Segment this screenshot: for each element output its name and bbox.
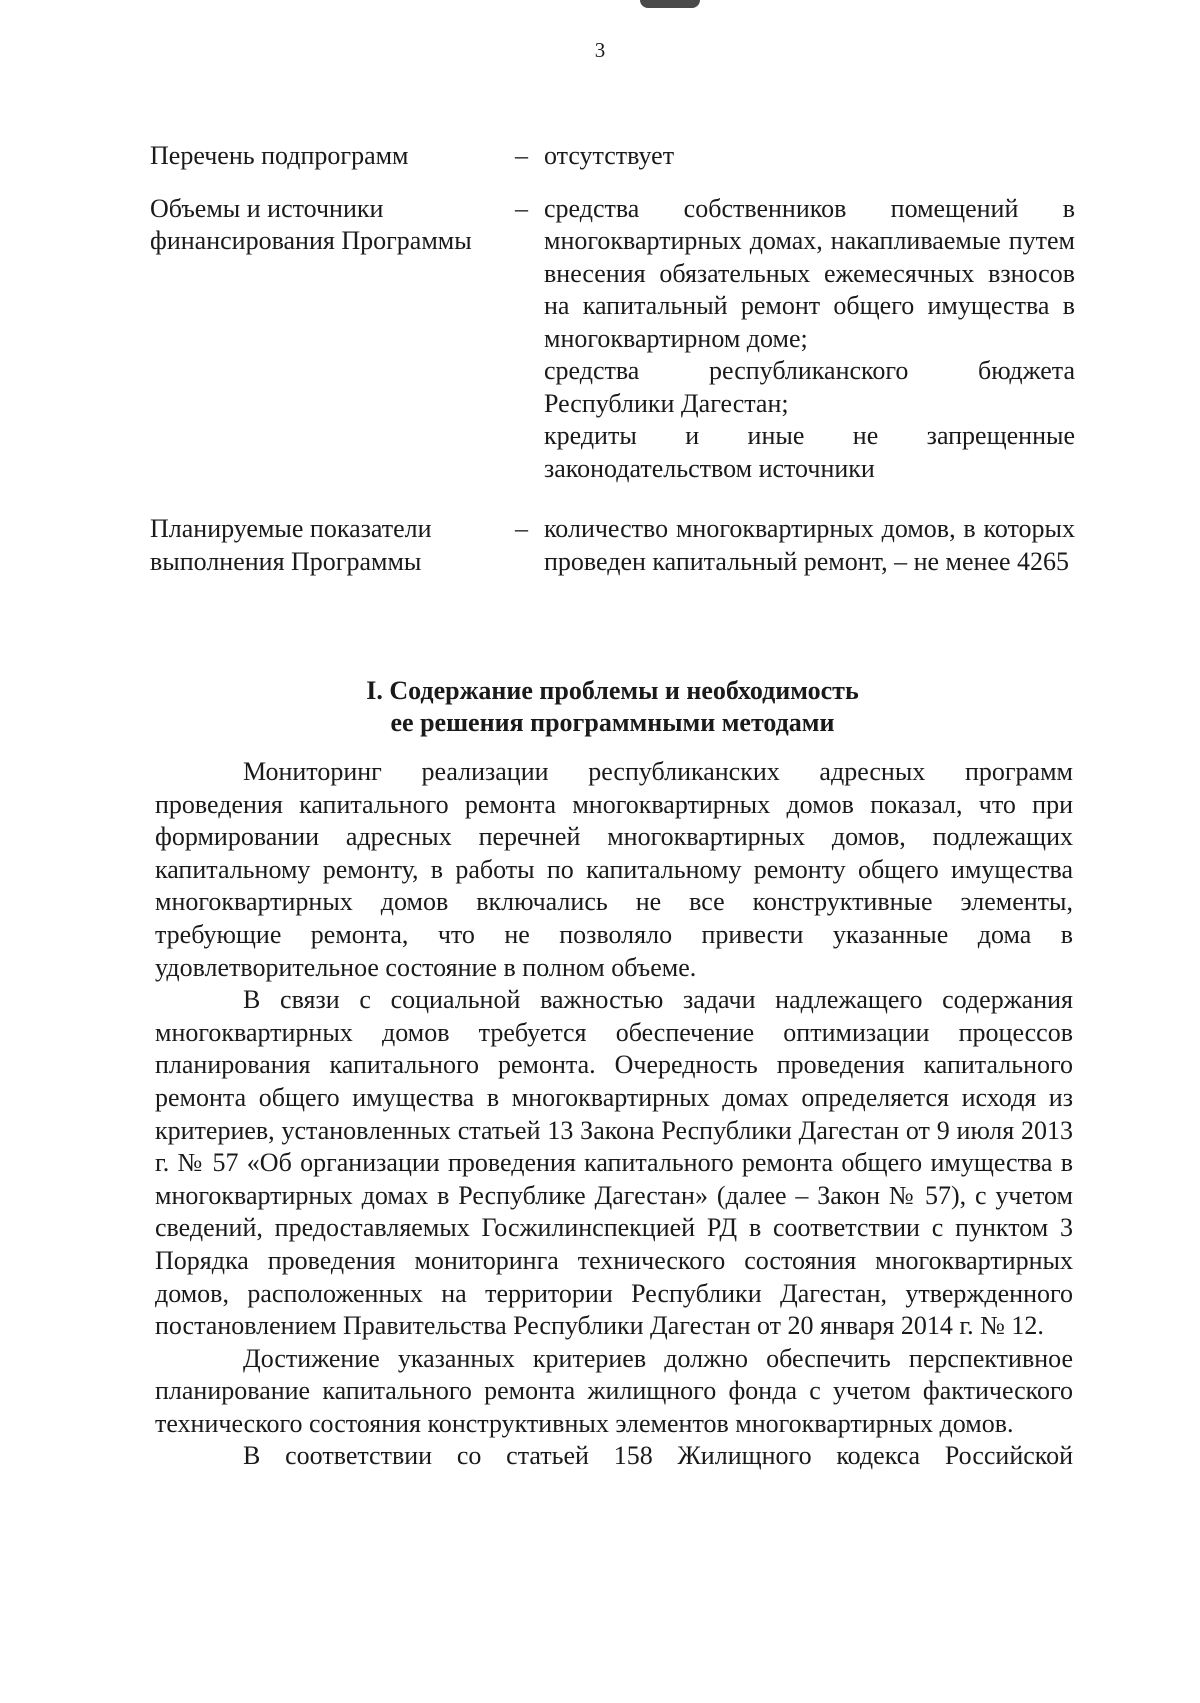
section-body <box>155 756 1073 1473</box>
passport-value-paragraph: кредиты и иные не запрещенные законодательством источники <box>544 421 1075 483</box>
body-paragraph: Мониторинг реализации республиканских адресных программ проведения капитального ремонта многоквартирных домов показал, что при формировании адресных перечней многоквартирных домов, подлежащих капитальному ремонту, в работы по капитальному ремонту общего имущества многоквартирных домов включались не все конструктивные элементы, требующие ремонта, что не позволяло привести указанные дома в удовлетворительное состояние в полном объеме. <box>155 757 1073 982</box>
body-paragraph: Достижение указанных критериев должно обеспечить перспективное планирование капитального ремонта жилищного фонда с учетом фактического технического состояния конструктивных элементов многоквартирных домов. <box>155 1343 1073 1438</box>
passport-value-paragraph: количество многоквартирных домов, в которых проведен капитальный ремонт, – не менее 4265 <box>544 514 1075 576</box>
passport-value-paragraph: отсутствует <box>544 141 675 170</box>
body-paragraph: В соответствии со статьей 158 Жилищного кодекса Российской <box>243 1441 1073 1471</box>
scan-artifact <box>640 0 700 8</box>
section-heading-line: I. Содержание проблемы и необходимость <box>366 676 859 705</box>
passport-value <box>544 513 1075 578</box>
body-paragraph: В связи с социальной важностью задачи надлежащего содержания многоквартирных домов требуется обеспечение оптимизации процессов планирования капитального ремонта. Очередность проведения капитального ремонта общего имущества в многоквартирных домах определяется исходя из критериев, установленных статьей 13 Закона Республики Дагестан от 9 июля 2013 г. № 57 «Об организации проведения капитального ремонта общего имущества в многоквартирных домах в Республике Дагестан» (далее – Закон № 57), с учетом сведений, предоставляемых Госжилинспекцией РД в соответствии с пунктом 3 Порядка проведения мониторинга технического состояния многоквартирных домов, расположенных на территории Республики Дагестан, утвержденного постановлением Правительства Республики Дагестан от 20 января 2014 г. № 12. <box>155 985 1073 1341</box>
passport-row-subprograms <box>150 140 1075 173</box>
section-heading-line: ее решения программными методами <box>390 708 835 737</box>
passport-dash: – <box>515 193 528 223</box>
passport-value <box>544 193 1075 486</box>
passport-label: Объемы и источники финансирования Программы <box>150 193 472 255</box>
passport-label: Планируемые показатели выполнения Программы <box>150 514 432 576</box>
passport-value <box>544 140 1075 173</box>
passport-row-financing <box>150 193 1075 486</box>
program-passport-table <box>150 140 1075 598</box>
section-heading <box>150 675 1075 739</box>
passport-label: Перечень подпрограмм <box>150 141 409 170</box>
passport-value-paragraph: средства республиканского бюджета Республики Дагестан; <box>544 356 1075 418</box>
passport-row-indicators <box>150 513 1075 578</box>
passport-dash: – <box>515 514 528 543</box>
passport-dash: – <box>515 141 528 170</box>
passport-value-paragraph: средства собственников помещений в многоквартирных домах, накапливаемые путем внесения обязательных ежемесячных взносов на капитальный ремонт общего имущества в многоквартирном доме; <box>544 193 1075 353</box>
page-number: 3 <box>594 38 606 62</box>
